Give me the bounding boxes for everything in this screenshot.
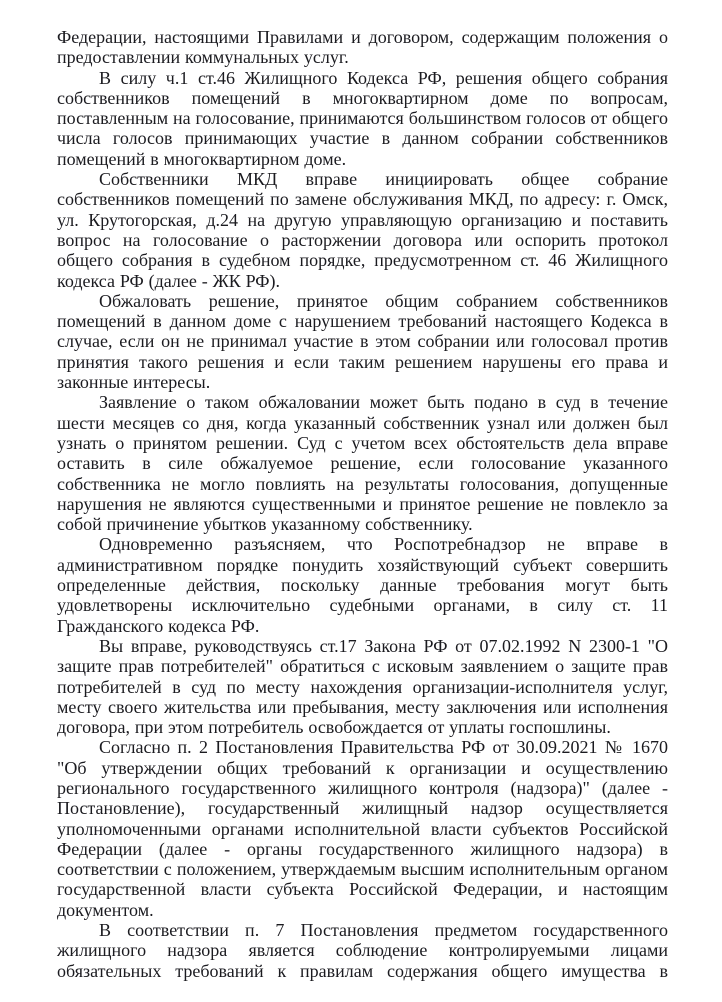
paragraph: Федерации, настоящими Правилами и договором, содержащим положения о предоставлении коммунальных услуг.	[57, 27, 668, 68]
paragraph: В соответствии п. 7 Постановления предметом государственного жилищного надзора является соблюдение контролируемыми лицами обязательных требований к правилам содержания общего имущества в	[57, 920, 668, 981]
paragraph: Вы вправе, руководствуясь ст.17 Закона РФ от 07.02.1992 N 2300-1 "О защите прав потребителей" обратиться с исковым заявлением о защите прав потребителей в суд по месту нахождения организации-исполнителя услуг, месту своего жительства или пребывания, месту заключения или исполнения договора, при этом потребитель освобождается от уплаты госпошлины.	[57, 635, 668, 738]
paragraph: Одновременно разъясняем, что Роспотребнадзор не вправе в административном порядке понудить хозяйствующий субъект совершить определенные действия, поскольку данные требования могут быть удовлетворены исключительно судебными органами, в силу ст. 11 Гражданского кодекса РФ.	[57, 534, 668, 636]
paragraph: Заявление о таком обжаловании может быть подано в суд в течение шести месяцев со дня, когда указанный собственник узнал или должен был узнать о принятом решении. Суд с учетом всех обстоятельств дела вправе оставить в силе обжалуемое решение, если голосование указанного собственника не могло повлиять на результаты голосования, допущенные нарушения не являются существенными и принятое решение не повлекло за собой причинение убытков указанному собственнику.	[57, 392, 668, 535]
document-body	[57, 27, 668, 981]
paragraph: Согласно п. 2 Постановления Правительства РФ от 30.09.2021 № 1670 "Об утверждении общих требований к организации и осуществлению регионального государственного жилищного контроля (надзора)" (далее - Постановление), государственный жилищный надзор осуществляется уполномоченными органами исполнительной власти субъектов Российской Федерации (далее - органы государственного жилищного надзора) в соответствии с положением, утверждаемым высшим исполнительным органом государственной власти субъекта Российской Федерации, и настоящим документом.	[57, 737, 668, 920]
paragraph: В силу ч.1 ст.46 Жилищного Кодекса РФ, решения общего собрания собственников помещений в многоквартирном доме по вопросам, поставленным на голосование, принимаются большинством голосов от общего числа голосов принимающих участие в данном собрании собственников помещений в многоквартирном доме.	[57, 67, 668, 169]
paragraph: Собственники МКД вправе инициировать общее собрание собственников помещений по замене обслуживания МКД, по адресу: г. Омск, ул. Крутогорская, д.24 на другую управляющую организацию и поставить вопрос на голосование о расторжении договора или оспорить протокол общего собрания в судебном порядке, предусмотренном ст. 46 Жилищного кодекса РФ (далее - ЖК РФ).	[57, 169, 668, 291]
paragraph: Обжаловать решение, принятое общим собранием собственников помещений в данном доме с нарушением требований настоящего Кодекса в случае, если он не принимал участие в этом собрании или голосовал против принятия такого решения и если таким решением нарушены его права и законные интересы.	[57, 290, 668, 393]
